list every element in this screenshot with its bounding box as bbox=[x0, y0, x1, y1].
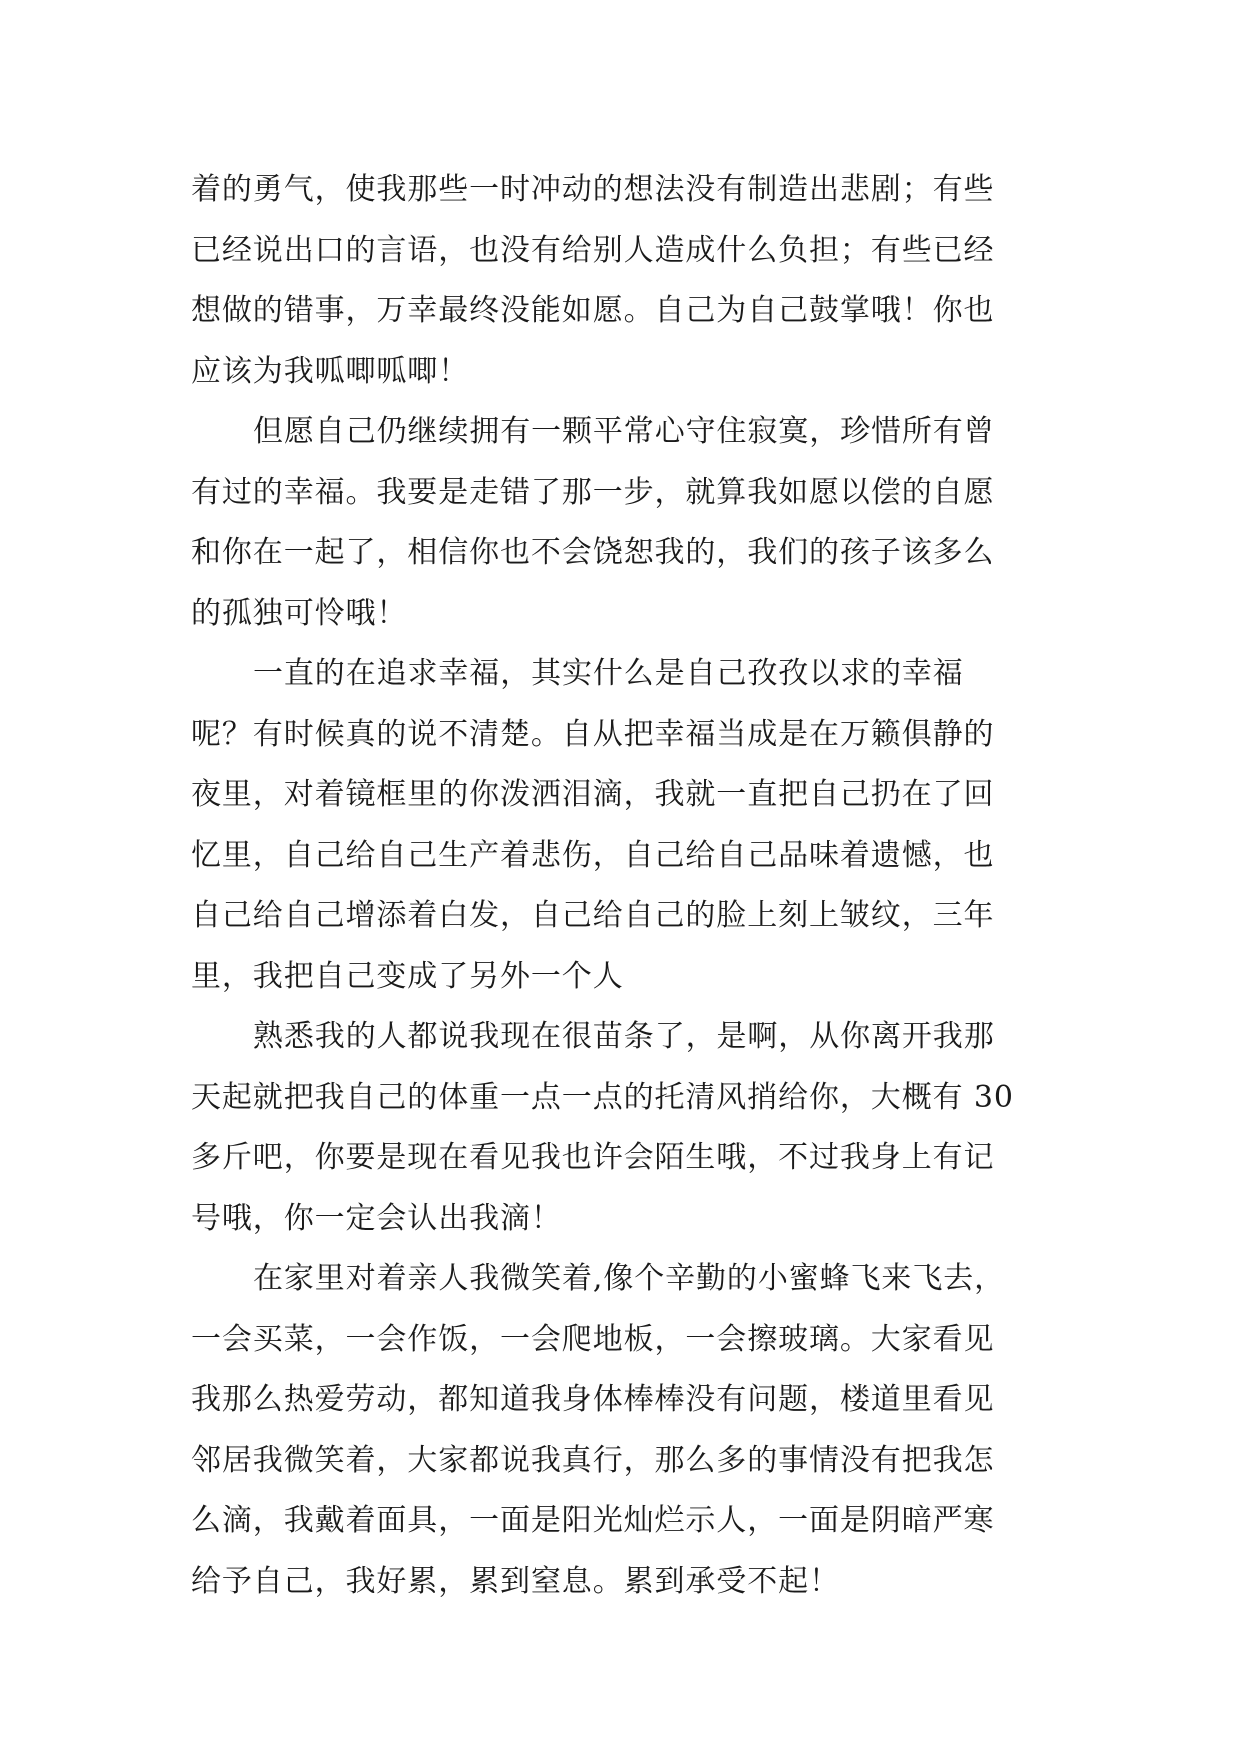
paragraph-first-line: 一直的在追求幸福，其实什么是自己孜孜以求的幸福 bbox=[253, 656, 964, 691]
text-line: 忆里，自己给自己生产着悲伤，自己给自己品味着遗憾，也 bbox=[191, 837, 995, 873]
text-line: 着的勇气，使我那些一时冲动的想法没有制造出悲剧；有些 bbox=[191, 172, 995, 207]
text-line: 里，我把自己变成了另外一个人 bbox=[191, 958, 624, 994]
paragraph-first-line: 熟悉我的人都说我现在很苗条了，是啊，从你离开我那 bbox=[253, 1019, 995, 1054]
text-line: 已经说出口的言语，也没有给别人造成什么负担；有些已经 bbox=[191, 232, 995, 268]
text-line: 自己给自己增添着白发，自己给自己的脸上刻上皱纹，三年 bbox=[191, 898, 995, 933]
text-line: 应该为我呱唧呱唧！ bbox=[191, 353, 470, 389]
text-line: 么滴，我戴着面具，一面是阳光灿烂示人，一面是阴暗严寒 bbox=[191, 1503, 995, 1538]
text-line: 多斤吧，你要是现在看见我也许会陌生哦，不过我身上有记 bbox=[191, 1140, 995, 1175]
text-line: 我那么热爱劳动，都知道我身体棒棒没有问题，楼道里看见 bbox=[191, 1382, 995, 1417]
text-line: 夜里，对着镜框里的你泼洒泪滴，我就一直把自己扔在了回 bbox=[191, 777, 995, 812]
paragraph-first-line: 在家里对着亲人我微笑着,像个辛勤的小蜜蜂飞来飞去， bbox=[253, 1261, 1006, 1296]
text-line: 想做的错事，万幸最终没能如愿。自己为自己鼓掌哦！你也 bbox=[191, 293, 995, 328]
text-line: 给予自己，我好累，累到窒息。累到承受不起！ bbox=[191, 1563, 840, 1599]
text-line: 一会买菜，一会作饭，一会爬地板，一会擦玻璃。大家看见 bbox=[191, 1321, 995, 1357]
text-line: 呢？有时候真的说不清楚。自从把幸福当成是在万籁俱静的 bbox=[191, 716, 995, 752]
text-line: 有过的幸福。我要是走错了那一步，就算我如愿以偿的自愿 bbox=[191, 474, 995, 510]
body-text bbox=[191, 160, 1051, 1612]
text-line: 号哦，你一定会认出我滴！ bbox=[191, 1200, 562, 1236]
text-line: 邻居我微笑着，大家都说我真行，那么多的事情没有把我怎 bbox=[191, 1442, 995, 1478]
text-line: 的孤独可怜哦！ bbox=[191, 595, 408, 631]
text-line: 和你在一起了，相信你也不会饶恕我的，我们的孩子该多么 bbox=[191, 535, 995, 570]
text-line: 天起就把我自己的体重一点一点的托清风捎给你，大概有 30 bbox=[191, 1079, 1014, 1115]
paragraph-first-line: 但愿自己仍继续拥有一颗平常心守住寂寞，珍惜所有曾 bbox=[253, 414, 995, 449]
